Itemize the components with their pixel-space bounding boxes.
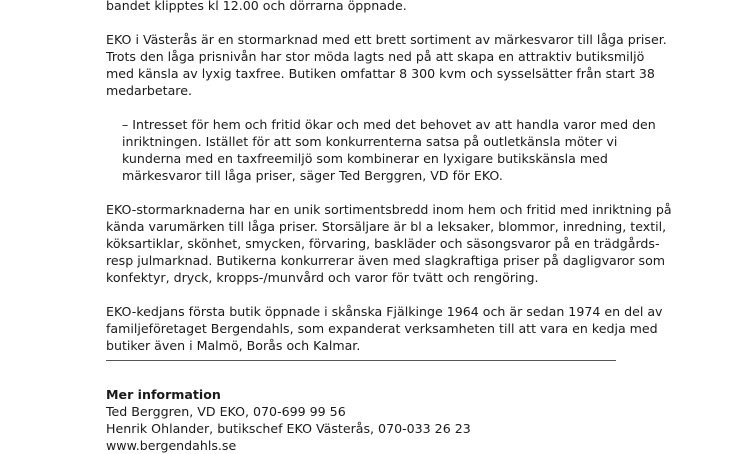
assortment-line: resp julmarknad. Butikerna konkurrerar även med slagkraftiga priser på dagligvaror som xyxy=(106,253,666,268)
history-line: familjeföretaget Bergendahls, som expanderat verksamheten till att vara en kedja med xyxy=(106,321,658,336)
paragraph-gap xyxy=(106,184,726,201)
more-info-heading: Mer information xyxy=(106,387,221,402)
assortment-line: köksartiklar, skönhet, smycken, förvaring, baskläder och säsongsvaror på en trädgårds- xyxy=(106,236,660,251)
assortment-paragraph xyxy=(106,201,726,286)
store-paragraph xyxy=(106,31,726,99)
assortment-line: kända varumärken till låga priser. Storsäljare är bl a leksaker, blommor, inredning, textil, xyxy=(106,219,667,234)
quote-line: märkesvaror till låga priser, säger Ted Berggren, VD för EKO. xyxy=(122,168,503,183)
assortment-line: EKO-stormarknaderna har en unik sortimentsbredd inom hem och fritid med inriktning på xyxy=(106,202,672,217)
history-line: EKO-kedjans första butik öppnade i skånska Fjälkinge 1964 och är sedan 1974 en del av xyxy=(106,304,663,319)
intro-line: bandet klipptes kl 12.00 och dörrarna öppnade. xyxy=(106,0,407,13)
store-line: med känsla av lyxig taxfree. Butiken omfattar 8 300 kvm och sysselsätter från start 38 xyxy=(106,66,655,81)
quote-paragraph xyxy=(106,116,726,184)
assortment-line: konfektyr, dryck, kropps-/munvård och varor för tvätt och rengöring. xyxy=(106,270,539,285)
quote-line: – Intresset för hem och fritid ökar och med det behovet av att handla varor med den xyxy=(122,117,656,132)
quote-line: kunderna med en taxfreemiljö som kombinerar en lyxigare butikskänsla med xyxy=(122,151,608,166)
intro-paragraph xyxy=(106,0,726,14)
paragraph-gap xyxy=(106,14,726,31)
divider xyxy=(106,360,616,361)
contact-store-manager: Henrik Ohlander, butikschef EKO Västerås, 070-033 26 23 xyxy=(106,421,471,436)
quote-line: inriktningen. Istället för att som konkurrenterna satsa på outletkänsla möter vi xyxy=(122,134,618,149)
more-info-section xyxy=(106,386,726,454)
history-line: butiker även i Malmö, Borås och Kalmar. xyxy=(106,338,361,353)
store-line: EKO i Västerås är en stormarknad med ett brett sortiment av märkesvaror till låga priser. xyxy=(106,32,667,47)
contact-ceo: Ted Berggren, VD EKO, 070-699 99 56 xyxy=(106,404,346,419)
website-link[interactable]: www.bergendahls.se xyxy=(106,438,237,453)
store-line: Trots den låga prisnivån har stor möda lagts ned på att skapa en attraktiv butiksmiljö xyxy=(106,49,645,64)
paragraph-gap xyxy=(106,99,726,116)
paragraph-gap xyxy=(106,286,726,303)
history-paragraph xyxy=(106,303,726,354)
store-line: medarbetare. xyxy=(106,83,192,98)
press-release-body xyxy=(106,0,726,454)
